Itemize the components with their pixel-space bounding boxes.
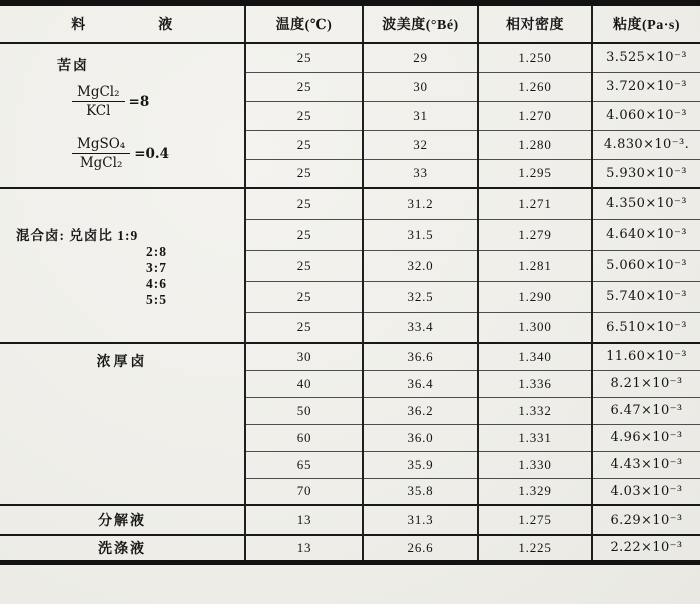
baume-cell: 29 [363, 43, 478, 72]
viscosity-cell: 4.350×10⁻³ [592, 188, 700, 219]
table-row [0, 505, 700, 535]
viscosity-cell: 8.21×10⁻³ [592, 370, 700, 397]
header-row [0, 3, 700, 43]
temp-cell: 60 [245, 424, 363, 451]
baume-cell: 32.0 [363, 250, 478, 281]
temp-cell: 25 [245, 281, 363, 312]
temp-cell: 25 [245, 250, 363, 281]
temp-cell: 13 [245, 505, 363, 535]
baume-cell: 31.2 [363, 188, 478, 219]
viscosity-cell: 5.740×10⁻³ [592, 281, 700, 312]
column-header-temperature: 温度(℃) [245, 3, 363, 43]
decomposition-liquid-label-cell: 分解液 [98, 514, 146, 529]
baume-cell: 33.4 [363, 312, 478, 343]
density-cell: 1.260 [478, 72, 592, 101]
viscosity-cell: 5.060×10⁻³ [592, 250, 700, 281]
temp-cell: 30 [245, 343, 363, 370]
temp-cell: 25 [245, 130, 363, 159]
viscosity-cell: 11.60×10⁻³ [592, 343, 700, 370]
table-row [0, 188, 700, 219]
density-cell: 1.331 [478, 424, 592, 451]
baume-cell: 31.5 [363, 219, 478, 250]
fraction: $\frac{\text{MgSO₄}}{\text{MgCl₂}}$ [72, 136, 130, 171]
column-header-baume: 波美度(°Bé) [363, 3, 478, 43]
column-header-liquid: 料 液 [0, 3, 245, 43]
density-cell: 1.279 [478, 219, 592, 250]
viscosity-cell: 6.29×10⁻³ [592, 505, 700, 535]
table-header [0, 3, 700, 43]
viscosity-cell: 2.22×10⁻³ [592, 535, 700, 562]
section-decomposition-liquid [0, 505, 700, 535]
formula-mgcl2-kcl: $\frac{\text{MgCl₂}}{\text{KCl}}$ =8 [72, 84, 149, 119]
density-cell: 1.250 [478, 43, 592, 72]
temp-cell: 25 [245, 188, 363, 219]
baume-cell: 33 [363, 159, 478, 188]
viscosity-cell: 6.510×10⁻³ [592, 312, 700, 343]
viscosity-cell: 4.640×10⁻³ [592, 219, 700, 250]
section-title: 浓厚卤 [96, 355, 148, 370]
baume-cell: 32.5 [363, 281, 478, 312]
density-cell: 1.275 [478, 505, 592, 535]
density-cell: 1.290 [478, 281, 592, 312]
baume-cell: 36.0 [363, 424, 478, 451]
viscosity-cell: 4.03×10⁻³ [592, 478, 700, 505]
temp-cell: 13 [245, 535, 363, 562]
temp-cell: 70 [245, 478, 363, 505]
density-cell: 1.281 [478, 250, 592, 281]
temp-cell: 25 [245, 101, 363, 130]
baume-cell: 31.3 [363, 505, 478, 535]
baume-cell: 35.9 [363, 451, 478, 478]
concentrated-brine-label-cell [0, 343, 245, 505]
section-concentrated-brine [0, 343, 700, 505]
viscosity-cell: 4.060×10⁻³ [592, 101, 700, 130]
baume-cell: 32 [363, 130, 478, 159]
baume-cell: 36.6 [363, 343, 478, 370]
density-cell: 1.270 [478, 101, 592, 130]
ratio-label: 4:6 [146, 275, 167, 291]
temp-cell: 40 [245, 370, 363, 397]
density-cell: 1.225 [478, 535, 592, 562]
density-cell: 1.330 [478, 451, 592, 478]
density-cell: 1.329 [478, 478, 592, 505]
density-cell: 1.340 [478, 343, 592, 370]
temp-cell: 25 [245, 159, 363, 188]
table-row [0, 535, 700, 562]
density-cell: 1.271 [478, 188, 592, 219]
density-cell: 1.332 [478, 397, 592, 424]
viscosity-cell: 6.47×10⁻³ [592, 397, 700, 424]
formula-mgso4-mgcl2: $\frac{\text{MgSO₄}}{\text{MgCl₂}}$ =0.4 [72, 136, 169, 171]
viscosity-cell: 5.930×10⁻³ [592, 159, 700, 188]
ratio-label: 5:5 [146, 291, 167, 307]
temp-cell: 25 [245, 312, 363, 343]
mixed-brine-ratios [0, 224, 244, 308]
table-row [0, 43, 700, 72]
temp-cell: 25 [245, 43, 363, 72]
density-cell: 1.300 [478, 312, 592, 343]
baume-cell: 36.4 [363, 370, 478, 397]
baume-cell: 26.6 [363, 535, 478, 562]
section-mixed-brine [0, 188, 700, 343]
column-header-density: 相对密度 [478, 3, 592, 43]
viscosity-cell: 4.96×10⁻³ [592, 424, 700, 451]
viscosity-cell: 3.720×10⁻³ [592, 72, 700, 101]
density-cell: 1.336 [478, 370, 592, 397]
table-row [0, 343, 700, 370]
section-bitter-brine [0, 43, 700, 188]
viscosity-cell: 4.43×10⁻³ [592, 451, 700, 478]
viscosity-cell: 4.830×10⁻³. [592, 130, 700, 159]
baume-cell: 31 [363, 101, 478, 130]
mixed-brine-label-cell [0, 188, 245, 343]
ratio-label: 3:7 [146, 259, 167, 275]
section-washing-liquid [0, 535, 700, 562]
temp-cell: 50 [245, 397, 363, 424]
temp-cell: 65 [245, 451, 363, 478]
density-cell: 1.280 [478, 130, 592, 159]
baume-cell: 35.8 [363, 478, 478, 505]
section-title: 苦卤 [57, 59, 89, 74]
washing-liquid-label-cell: 洗涤液 [98, 541, 146, 557]
viscosity-cell: 3.525×10⁻³ [592, 43, 700, 72]
density-cell: 1.295 [478, 159, 592, 188]
fraction: $\frac{\text{MgCl₂}}{\text{KCl}}$ [72, 84, 125, 119]
section-title: 混合卤: 兑卤比 1:9 [16, 227, 139, 243]
temp-cell: 25 [245, 72, 363, 101]
ratio-label: 2:8 [146, 243, 167, 259]
baume-cell: 36.2 [363, 397, 478, 424]
temp-cell: 25 [245, 219, 363, 250]
bitter-brine-label-cell [0, 43, 245, 188]
baume-cell: 30 [363, 72, 478, 101]
column-header-viscosity: 粘度(Pa·s) [592, 3, 700, 43]
